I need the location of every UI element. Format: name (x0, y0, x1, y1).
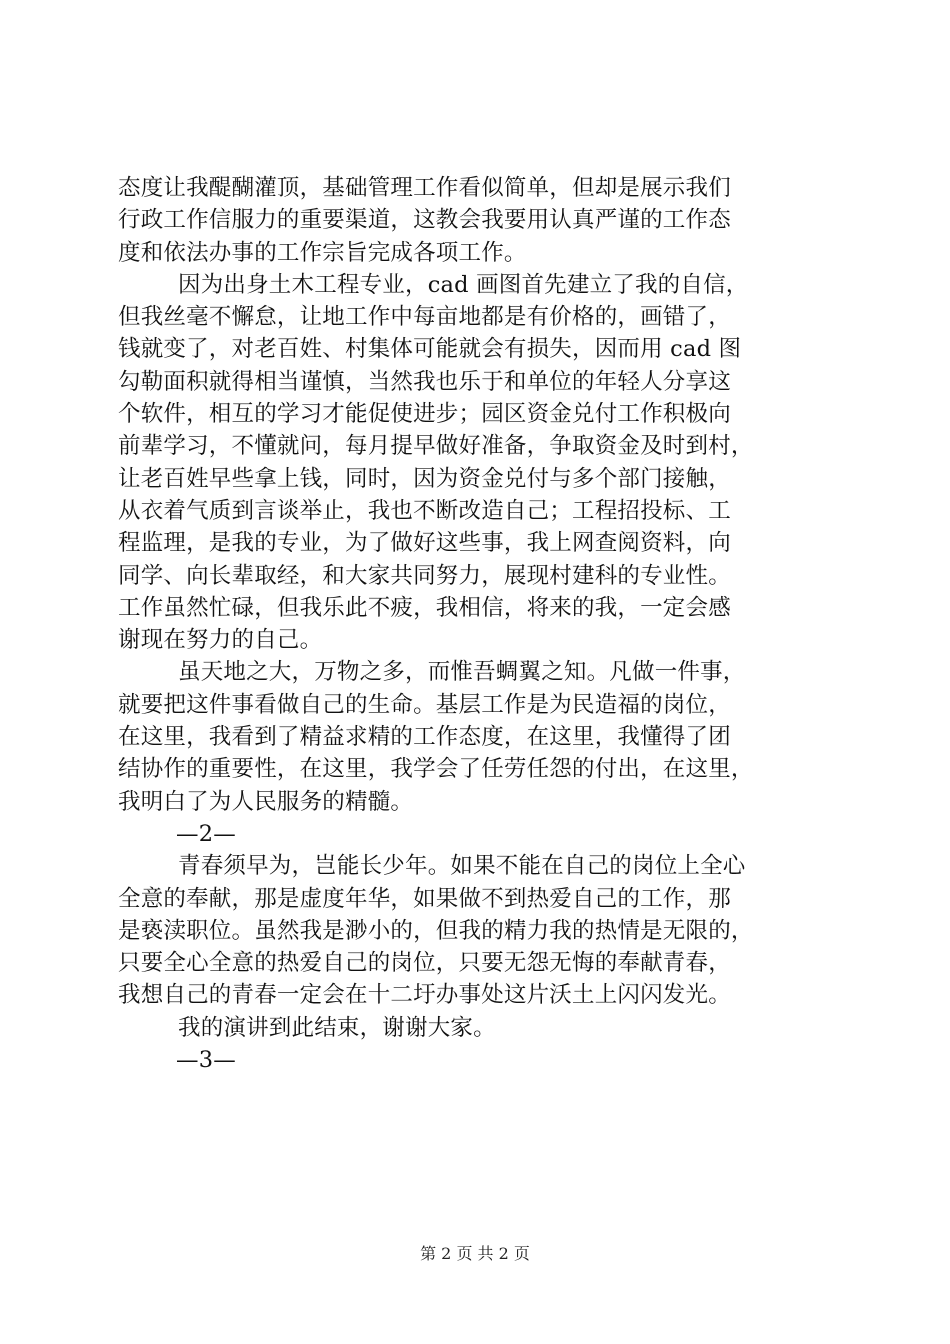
text-line: 态度让我醍醐灌顶，基础管理工作看似简单，但却是展示我们 (118, 175, 731, 201)
text-line: 是亵渎职位。虽然我是渺小的，但我的精力我的热情是无限的， (118, 917, 754, 944)
text-line: 我明白了为人民服务的精髓。 (118, 788, 414, 815)
text-line: 虽天地之大，万物之多，而惟吾蜩翼之知。凡做一件事， (178, 659, 746, 686)
page-number-marker: —2— (176, 820, 236, 847)
text-line: 个软件，相互的学习才能促使进步；园区资金兑付工作积极向 (118, 401, 731, 428)
text-line: 从衣着气质到言谈举止，我也不断改造自己；工程招投标、工 (118, 497, 731, 524)
text-line: 让老百姓早些拿上钱，同时，因为资金兑付与多个部门接触， (118, 465, 731, 492)
text-line: 青春须早为，岂能长少年。如果不能在自己的岗位上全心 (178, 853, 746, 880)
text-line: 我的演讲到此结束，谢谢大家。 (178, 1014, 496, 1041)
text-line: 度和依法办事的工作宗旨完成各项工作。 (118, 239, 527, 266)
page-number-marker: —3— (176, 1047, 236, 1074)
text-line: 就要把这件事看做自己的生命。基层工作是为民造福的岗位， (118, 691, 731, 718)
text-line: 因为出身土木工程专业，cad 画图首先建立了我的自信， (178, 271, 749, 298)
text-line: 前辈学习，不懂就问，每月提早做好准备，争取资金及时到村， (118, 433, 754, 460)
text-line: 同学、向长辈取经，和大家共同努力，展现村建科的专业性。 (118, 562, 731, 589)
text-line: 结协作的重要性，在这里，我学会了任劳任怨的付出，在这里， (118, 756, 754, 783)
speech-body-text (118, 172, 838, 1076)
text-line: 钱就变了，对老百姓、村集体可能就会有损失，因而用 cad 图 (118, 336, 742, 363)
text-line: 工作虽然忙碌，但我乐此不疲，我相信，将来的我，一定会感 (118, 594, 731, 621)
page-footer: 第 2 页 共 2 页 (420, 1244, 530, 1263)
text-line: 谢现在努力的自己。 (118, 627, 323, 654)
text-line: 行政工作信服力的重要渠道，这教会我要用认真严谨的工作态 (118, 207, 731, 234)
text-line: 在这里，我看到了精益求精的工作态度，在这里，我懂得了团 (118, 724, 731, 751)
text-line: 勾勒面积就得相当谨慎，当然我也乐于和单位的年轻人分享这 (118, 368, 731, 395)
text-line: 我想自己的青春一定会在十二圩办事处这片沃土上闪闪发光。 (118, 982, 731, 1009)
text-line: 全意的奉献，那是虚度年华，如果做不到热爱自己的工作，那 (118, 885, 731, 912)
text-line: 只要全心全意的热爱自己的岗位，只要无怨无悔的奉献青春， (118, 950, 731, 977)
text-line: 程监理，是我的专业，为了做好这些事，我上网查阅资料，向 (118, 530, 731, 557)
text-line: 但我丝毫不懈怠，让地工作中每亩地都是有价格的，画错了， (118, 304, 731, 331)
